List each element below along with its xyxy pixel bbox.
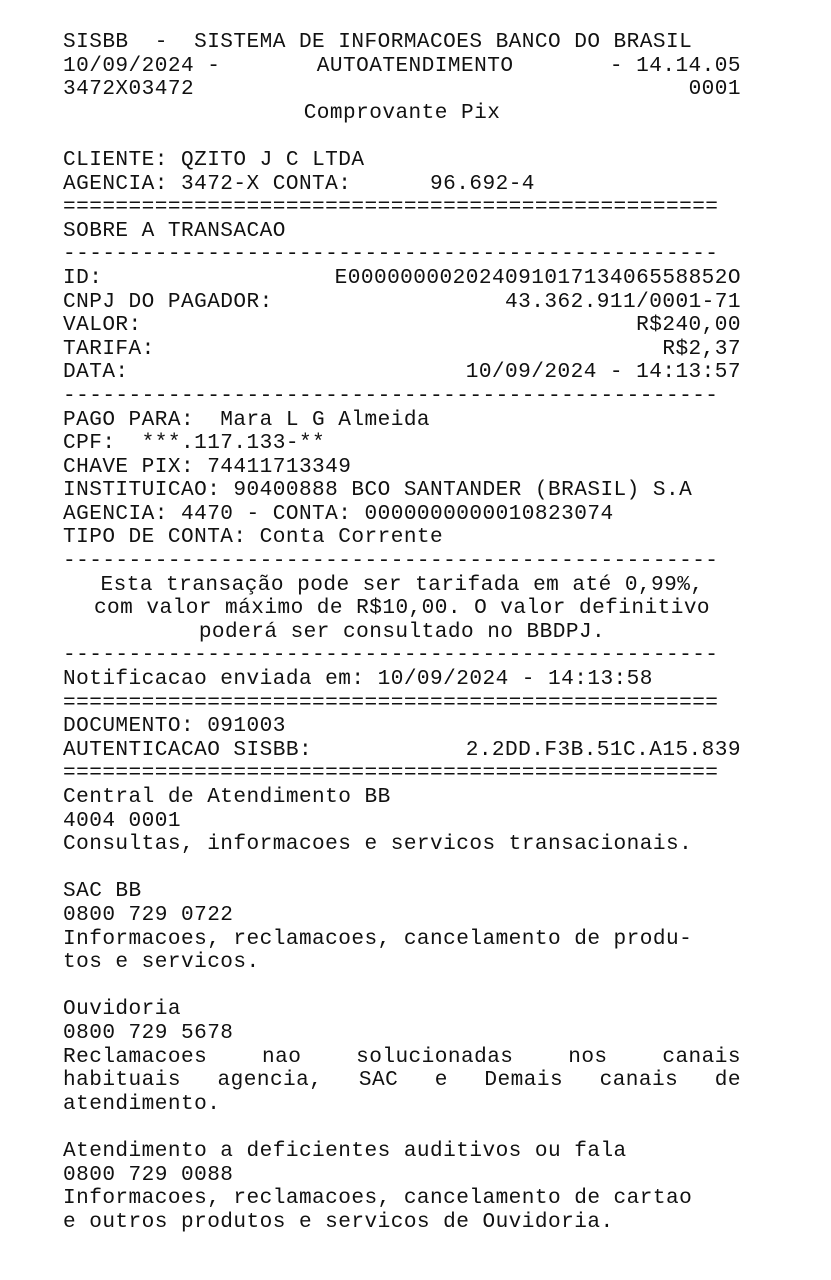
client-name: QZITO J C LTDA [180, 147, 365, 172]
notification-sent: Notificacao enviada em: 10/09/2024 - 14:13:58 [63, 667, 653, 692]
transaction-id-value: E00000000202409101713406558852O [334, 265, 741, 290]
single-divider: -------------------------------------------------- [63, 550, 719, 574]
accessibility-title-line [63, 1140, 741, 1164]
document-line [63, 715, 741, 739]
client-label: CLIENTE: [63, 147, 168, 172]
payee-cpf-line [63, 432, 741, 456]
spacer [63, 125, 741, 149]
accessibility-description: Informacoes, reclamacoes, cancelamento de cartao [63, 1186, 693, 1211]
fee-notice-line: Esta transação pode ser tarifada em até 0,99%, [100, 572, 704, 597]
sequence-number: 0001 [688, 77, 741, 102]
transaction-row [63, 338, 741, 362]
accessibility-description-cont: e outros produtos e servicos de Ouvidoria. [63, 1209, 614, 1234]
ombudsman-desc-line: habituais agencia, SAC e Demais canais de [63, 1068, 741, 1093]
header-date-line [63, 55, 741, 79]
ombudsman-phone-line [63, 1022, 741, 1046]
transaction-row [63, 267, 741, 291]
central-phone-line [63, 810, 741, 834]
terminal-id: 3472X03472 [63, 77, 195, 102]
pix-key-line [63, 456, 741, 480]
client-agency-label: AGENCIA: 3472-X CONTA: [63, 171, 352, 196]
sac-desc-line [63, 951, 741, 975]
header-channel: AUTOATENDIMENTO [316, 53, 514, 78]
accessibility-desc-line [63, 1187, 741, 1211]
sac-title-line [63, 880, 741, 904]
account-type: TIPO DE CONTA: Conta Corrente [63, 525, 444, 550]
double-divider: ================================================== [63, 691, 719, 715]
header-time: - 14.14.05 [609, 53, 741, 78]
client-line [63, 149, 741, 173]
authentication-label: AUTENTICACAO SISBB: [63, 737, 313, 762]
payee-name-line [63, 409, 741, 433]
payee-account: AGENCIA: 4470 - CONTA: 0000000000010823074 [63, 501, 614, 526]
accessibility-phone-line [63, 1164, 741, 1188]
spacer [63, 975, 741, 999]
spacer [63, 857, 741, 881]
header-date: 10/09/2024 - [63, 53, 221, 78]
payee-account-line [63, 503, 741, 527]
system-name: SISBB - SISTEMA DE INFORMACOES BANCO DO BRASIL [63, 30, 693, 54]
receipt-title-line [63, 102, 741, 126]
transaction-id-label: ID: [63, 265, 103, 290]
ombudsman-phone: 0800 729 5678 [63, 1020, 234, 1045]
client-account-number: 96.692-4 [430, 171, 535, 196]
ombudsman-desc-line [63, 1093, 741, 1117]
accessibility-desc-line [63, 1211, 741, 1235]
fee-value: R$2,37 [662, 336, 741, 361]
double-divider: ================================================== [63, 196, 719, 220]
single-divider: -------------------------------------------------- [63, 384, 719, 408]
payee-name: PAGO PARA: Mara L G Almeida [63, 407, 431, 432]
account-type-line [63, 526, 741, 550]
ombudsman-title: Ouvidoria [63, 997, 181, 1022]
spacer [63, 1116, 741, 1140]
sac-phone-line [63, 904, 741, 928]
sac-desc-line [63, 928, 741, 952]
sac-title: SAC BB [63, 879, 142, 904]
authentication-line [63, 739, 741, 763]
sac-phone: 0800 729 0722 [63, 902, 234, 927]
pix-key: CHAVE PIX: 74411713349 [63, 454, 352, 479]
sac-description-cont: tos e servicos. [63, 950, 260, 975]
system-header [63, 31, 741, 55]
payer-cnpj-value: 43.362.911/0001-71 [505, 289, 741, 314]
fee-notice-line: com valor máximo de R$10,00. O valor definitivo [93, 596, 711, 621]
central-phone: 4004 0001 [63, 808, 181, 833]
payer-cnpj-label: CNPJ DO PAGADOR: [63, 289, 273, 314]
transaction-row [63, 314, 741, 338]
amount-label: VALOR: [63, 313, 142, 338]
payee-cpf: CPF: ***.117.133-** [63, 431, 326, 456]
client-account-line [63, 173, 741, 197]
central-description: Consultas, informacoes e servicos transacionais. [63, 832, 693, 857]
transaction-section-title: SOBRE A TRANSACAO [63, 218, 286, 243]
ombudsman-title-line [63, 998, 741, 1022]
fee-notice-line: poderá ser consultado no BBDPJ. [198, 619, 606, 644]
central-title-line [63, 786, 741, 810]
central-desc-line [63, 833, 741, 857]
receipt-title: Comprovante Pix [303, 100, 501, 125]
ombudsman-desc-line: Reclamacoes nao solucionadas nos canais [63, 1044, 741, 1069]
ombudsman-description-end: atendimento. [63, 1091, 221, 1116]
pix-receipt [63, 31, 741, 1234]
transaction-section-title-line [63, 220, 741, 244]
date-label: DATA: [63, 360, 129, 385]
single-divider: -------------------------------------------------- [63, 644, 719, 668]
transaction-row [63, 291, 741, 315]
notification-line [63, 668, 741, 692]
double-divider: ================================================== [63, 762, 719, 786]
single-divider: -------------------------------------------------- [63, 243, 719, 267]
accessibility-title: Atendimento a deficientes auditivos ou fala [63, 1138, 627, 1163]
sac-description: Informacoes, reclamacoes, cancelamento de produ- [63, 926, 693, 951]
transaction-row [63, 361, 741, 385]
amount-value: R$240,00 [636, 313, 741, 338]
central-title: Central de Atendimento BB [63, 785, 391, 809]
date-value: 10/09/2024 - 14:13:57 [465, 360, 741, 385]
document-number: DOCUMENTO: 091003 [63, 714, 286, 739]
header-terminal-line [63, 78, 741, 102]
accessibility-phone: 0800 729 0088 [63, 1162, 234, 1187]
fee-label: TARIFA: [63, 336, 155, 361]
payee-institution-line [63, 479, 741, 503]
payee-institution: INSTITUICAO: 90400888 BCO SANTANDER (BRASIL) S.A [63, 478, 693, 503]
authentication-code: 2.2DD.F3B.51C.A15.839 [465, 737, 741, 762]
